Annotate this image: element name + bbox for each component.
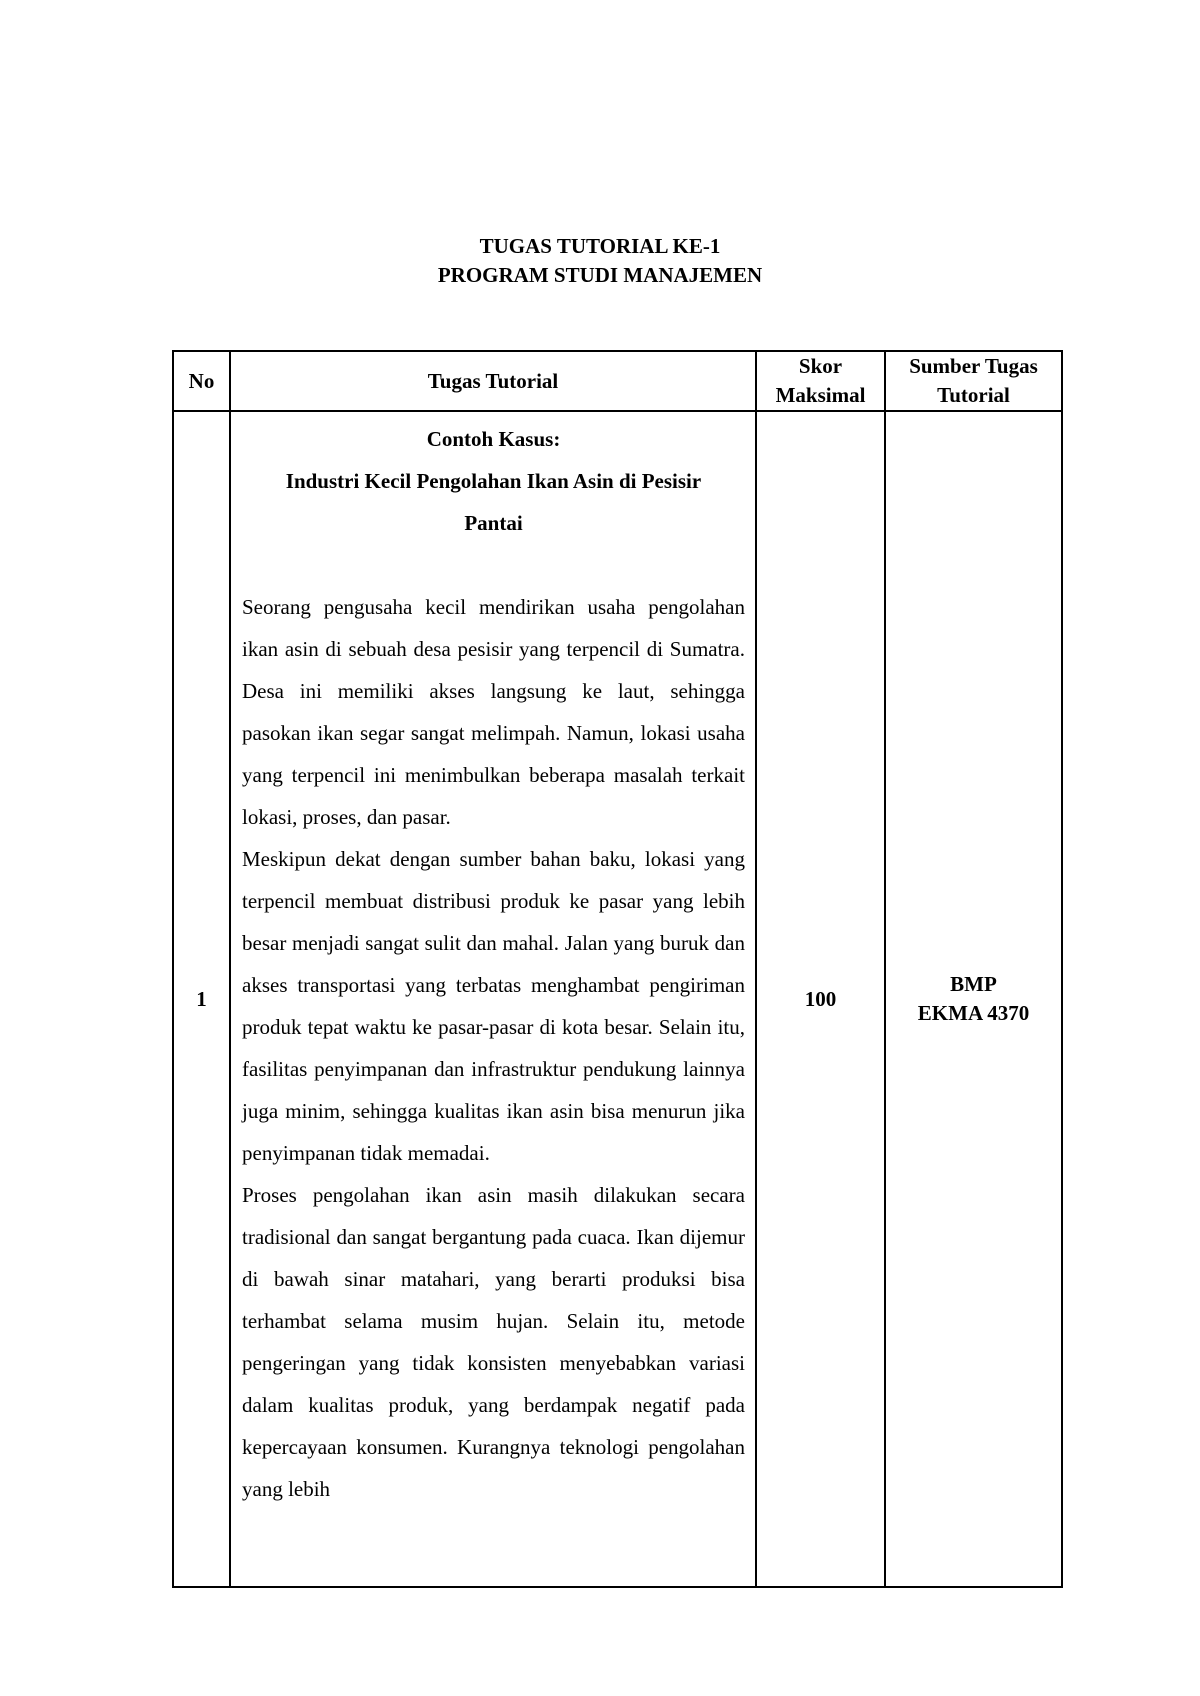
row-skor: 100 (756, 411, 885, 1587)
header-skor-line2: Maksimal (775, 383, 866, 407)
header-no: No (173, 351, 230, 411)
header-skor (756, 351, 885, 411)
case-paragraph-2: Meskipun dekat dengan sumber bahan baku, lokasi yang terpencil membuat distribusi produk ke pasar yang lebih besar menjadi sangat sulit dan mahal. Jalan yang buruk dan akses transportasi yang terbatas menghambat pengiriman produk tepat waktu ke pasar-pasar di kota besar. Selain itu, fasilitas penyimpanan dan infrastruktur pendukung lainnya juga minim, sehingga kualitas ikan asin bisa menurun jika penyimpanan tidak memadai. (242, 847, 745, 1165)
title-line-1: TUGAS TUTORIAL KE-1 (479, 234, 721, 258)
case-paragraph-3: Proses pengolahan ikan asin masih dilakukan secara tradisional dan sangat bergantung pada cuaca. Ikan dijemur di bawah sinar matahari, yang berarti produksi bisa terhambat selama musim hujan. Selain itu, metode pengeringan yang tidak konsisten menyebabkan variasi dalam kualitas produk, yang berdampak negatif pada kepercayaan konsumen. Kurangnya teknologi pengolahan yang lebih (242, 1183, 745, 1501)
case-label: Contoh Kasus: (426, 427, 561, 451)
table-header-row (173, 351, 1062, 411)
header-skor-line1: Skor (798, 354, 843, 378)
header-sumber (885, 351, 1062, 411)
title-line-2: PROGRAM STUDI MANAJEMEN (437, 263, 763, 287)
tutorial-table (172, 350, 1063, 1588)
header-sumber-line2: Tutorial (937, 383, 1010, 407)
header-tugas: Tugas Tutorial (230, 351, 756, 411)
document-title (0, 232, 1200, 290)
case-title-line2: Pantai (464, 511, 523, 535)
header-sumber-line1: Sumber Tugas (909, 354, 1038, 378)
case-title-line1: Industri Kecil Pengolahan Ikan Asin di Pesisir (285, 469, 702, 493)
row-no: 1 (173, 411, 230, 1587)
row-tugas (230, 411, 756, 1587)
row-sumber (885, 411, 1062, 1587)
case-paragraph-1: Seorang pengusaha kecil mendirikan usaha pengolahan ikan asin di sebuah desa pesisir yang terpencil di Sumatra. Desa ini memiliki akses langsung ke laut, sehingga pasokan ikan segar sangat melimpah. Namun, lokasi usaha yang terpencil ini menimbulkan beberapa masalah terkait lokasi, proses, dan pasar. (242, 595, 745, 829)
row-sumber-line2: EKMA 4370 (917, 1001, 1030, 1025)
spacer (242, 544, 745, 586)
row-sumber-line1: BMP (950, 972, 997, 996)
table-row (173, 411, 1062, 1587)
